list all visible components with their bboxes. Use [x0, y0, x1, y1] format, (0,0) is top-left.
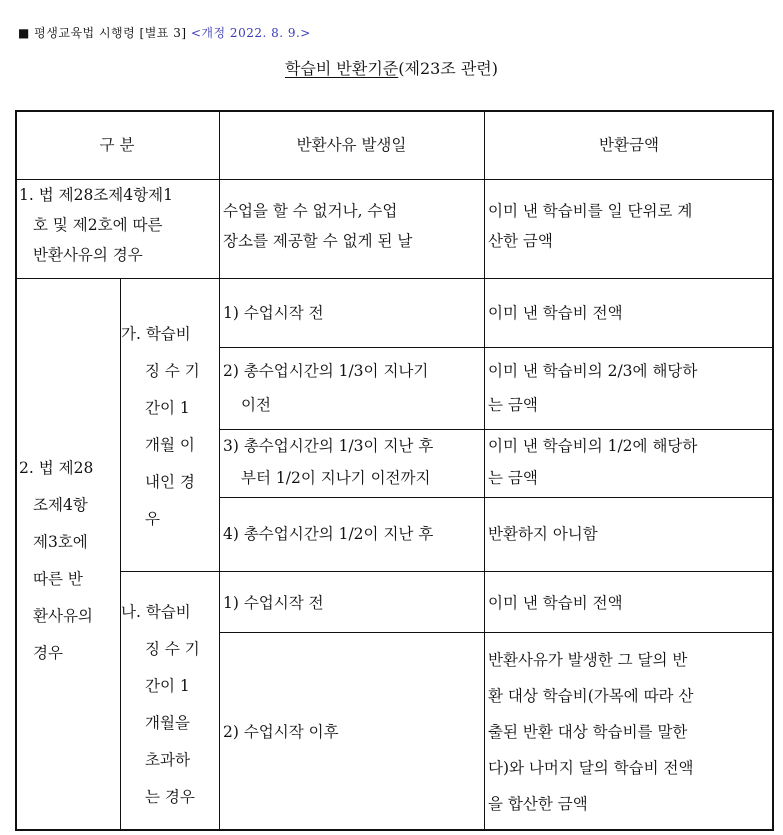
group-b-label [121, 594, 219, 816]
a4-occurrence-line: 4) 총수업시간의 1/2이 지난 후 [223, 525, 434, 543]
col-amount-line [484, 110, 485, 831]
b2-amount-line: 을 합산한 금액 [488, 795, 588, 813]
b2-occurrence [223, 717, 339, 747]
table-bottom-border [15, 829, 774, 831]
row1-amount [488, 196, 770, 256]
b1-amount [488, 588, 623, 618]
group-b-label-line: 징 수 기 [145, 640, 200, 658]
a3-occurrence-line: 3) 총수업시간의 1/3이 지난 후 [223, 437, 434, 455]
row2-category-line: 따른 반 [33, 570, 83, 588]
group-a-label-line: 내인 경 [145, 473, 195, 491]
group-a-label-line: 가. 학습비 [121, 325, 191, 343]
page-title [0, 56, 783, 79]
group-b-label-line: 초과하 [145, 751, 190, 769]
a1-bottom-line [219, 347, 774, 348]
col-occurrence-line [219, 110, 220, 831]
header-amount: 반환금액 [599, 136, 659, 154]
b1-occurrence [223, 588, 324, 618]
b2-amount [488, 642, 693, 822]
table-left-border [15, 110, 17, 831]
b2-amount-line: 다)와 나머지 달의 학습비 전액 [488, 759, 694, 777]
row2-category-line: 제3호에 [33, 533, 88, 551]
row1-bottom-line [15, 278, 774, 279]
law-reference [18, 24, 311, 41]
title-main: 학습비 반환기준 [284, 59, 399, 78]
row1-occurrence-line: 수업을 할 수 없거나, 수업 [223, 202, 398, 220]
b2-amount-line: 출된 반환 대상 학습비를 말한 [488, 723, 688, 741]
b2-amount-line: 반환사유가 발생한 그 달의 반 [488, 651, 688, 669]
group-b-label-line: 나. 학습비 [121, 603, 191, 621]
a2-occurrence [223, 354, 428, 422]
group-b-label-line: 는 경우 [145, 788, 195, 806]
b1-amount-line: 이미 낸 학습비 전액 [488, 594, 623, 612]
row2-category-line: 2. 법 제28 [19, 459, 94, 477]
a3-occurrence [223, 430, 433, 494]
a1-amount [488, 298, 623, 328]
row1-category-line: 반환사유의 경우 [33, 246, 143, 264]
b2-amount-line: 환 대상 학습비(가목에 따라 산 [488, 687, 694, 705]
b2-occurrence-line: 2) 수업시작 이후 [223, 723, 339, 741]
a3-occurrence-line: 부터 1/2이 지나기 이전까지 [241, 469, 431, 487]
law-name: 평생교육법 시행령 [별표 3] [34, 26, 187, 40]
row2-category-line: 경우 [33, 644, 63, 662]
row1-occurrence [223, 196, 481, 256]
header-category: 구 분 [99, 136, 135, 154]
a4-amount-line: 반환하지 아니함 [488, 525, 598, 543]
a3-amount [488, 430, 697, 494]
a4-occurrence [223, 519, 433, 549]
row1-amount-line: 이미 낸 학습비를 일 단위로 계 [488, 202, 693, 220]
amendment-date: <개정 2022. 8. 9.> [190, 26, 311, 40]
row1-category-line: 호 및 제2호에 따른 [33, 216, 163, 234]
a2-amount-line: 이미 낸 학습비의 2/3에 해당하 [488, 362, 698, 380]
header-occurrence: 반환사유 발생일 [296, 136, 407, 154]
row1-amount-line: 산한 금액 [488, 232, 553, 250]
a1-amount-line: 이미 낸 학습비 전액 [488, 304, 623, 322]
table-top-border [15, 110, 774, 112]
refund-table [15, 110, 774, 831]
table-right-border [772, 110, 774, 831]
a1-occurrence-line: 1) 수업시작 전 [223, 304, 324, 322]
group-b-label-line: 간이 1 [145, 677, 190, 695]
row1-category [19, 180, 217, 270]
title-sub: (제23조 관련) [398, 59, 499, 78]
row2-category-line: 환사유의 [33, 607, 93, 625]
a2-occurrence-line: 2) 총수업시간의 1/3이 지나기 [223, 362, 429, 380]
a3-bottom-line [219, 497, 774, 498]
square-bullet: ■ [18, 26, 30, 40]
a3-amount-line: 이미 낸 학습비의 1/2에 해당하 [488, 437, 698, 455]
row1-occurrence-line: 장소를 제공할 수 없게 된 날 [223, 232, 413, 250]
a2-amount-line: 는 금액 [488, 396, 538, 414]
a1-occurrence [223, 298, 324, 328]
a2-occurrence-line: 이전 [241, 396, 271, 414]
group-a-label-line: 개월 이 [145, 436, 195, 454]
b1-bottom-line [219, 632, 774, 633]
a3-amount-line: 는 금액 [488, 469, 538, 487]
group-b-label-line: 개월을 [145, 714, 190, 732]
b1-occurrence-line: 1) 수업시작 전 [223, 594, 324, 612]
a2-amount [488, 354, 697, 422]
group-a-label [121, 316, 219, 538]
row1-category-line: 1. 법 제28조제4항제1 [19, 186, 173, 204]
group-a-label-line: 우 [145, 510, 160, 528]
row2-category-line: 조제4항 [33, 496, 88, 514]
group-a-label-line: 간이 1 [145, 399, 190, 417]
group-a-label-line: 징 수 기 [145, 362, 200, 380]
row2-category [19, 450, 117, 672]
a4-amount [488, 519, 598, 549]
